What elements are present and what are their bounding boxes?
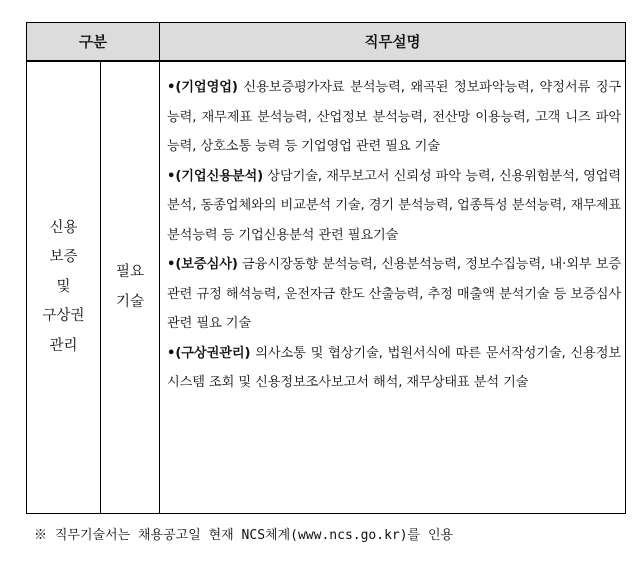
job-description-table bbox=[26, 22, 626, 514]
category-main-line: 및 bbox=[56, 278, 71, 295]
footnote: ※ 직무기술서는 채용공고일 현재 NCS체계(www.ncs.go.kr)를 인용 bbox=[34, 528, 454, 543]
section-recourse-management bbox=[167, 339, 621, 398]
section-text: 의사소통 및 협상기술, 법원서식에 따른 문서작성기술, 신용정보시스템 조회 및 신용정보조사보고서 해석, 재무상태표 분석 기술 bbox=[167, 345, 622, 390]
category-main-line: 보증 bbox=[49, 249, 78, 266]
category-sub-line: 기술 bbox=[116, 293, 145, 310]
table-header-row bbox=[27, 23, 626, 62]
table-body-row bbox=[27, 61, 626, 514]
category-sub-cell bbox=[101, 61, 160, 514]
header-category: 구분 bbox=[27, 23, 160, 62]
section-text: 신용보증평가자료 분석능력, 왜곡된 정보파악능력, 약정서류 징구능력, 재무제표 분석능력, 산업정보 분석능력, 전산망 이용능력, 고객 니즈 파악능력, 상호소통 능력 등 기업영업 관련 필요 기술 bbox=[167, 80, 622, 154]
bullet-icon: • bbox=[167, 168, 176, 184]
category-main-line: 구상권 bbox=[42, 308, 85, 325]
section-title: (기업영업) bbox=[175, 80, 238, 95]
section-guarantee-review bbox=[167, 250, 621, 339]
section-title: (기업신용분석) bbox=[175, 168, 264, 184]
section-text: 상담기술, 재무보고서 신뢰성 파악 능력, 신용위험분석, 영업력분석, 동종업체와의 비교분석 기술, 경기 분석능력, 업종특성 분석능력, 재무제표 분석능력 등 기업신용분석 관련 필요기술 bbox=[167, 168, 622, 243]
category-main-cell bbox=[27, 61, 101, 514]
section-title: (구상권관리) bbox=[175, 345, 251, 361]
header-description: 직무설명 bbox=[160, 23, 626, 62]
bullet-icon: • bbox=[167, 257, 176, 272]
description-cell bbox=[160, 61, 626, 514]
section-credit-analysis bbox=[167, 162, 621, 251]
category-main-line: 신용 bbox=[49, 219, 78, 236]
section-text: 금융시장동향 분석능력, 신용분석능력, 정보수집능력, 내·외부 보증관련 규정 해석능력, 운전자금 한도 산출능력, 추정 매출액 분석기술 등 보증심사 관련 필요 기술 bbox=[167, 257, 622, 331]
bullet-icon: • bbox=[167, 345, 176, 361]
section-business-sales bbox=[167, 73, 621, 162]
section-title: (보증심사) bbox=[175, 257, 238, 272]
bullet-icon: • bbox=[167, 80, 176, 95]
category-main-line: 관리 bbox=[49, 337, 78, 354]
category-sub-line: 필요 bbox=[116, 264, 145, 280]
